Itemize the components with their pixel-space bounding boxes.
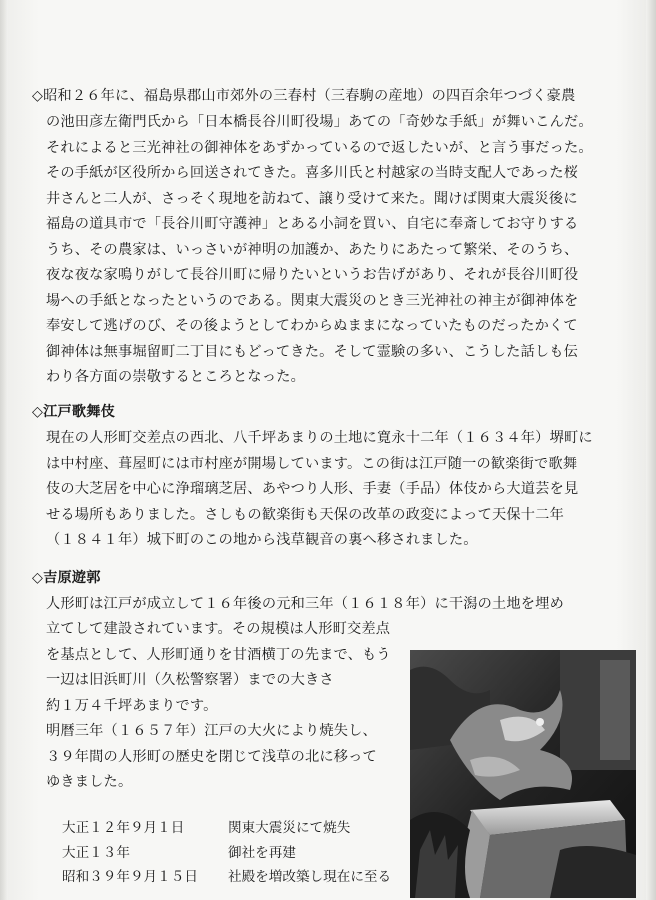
history-event: 社殿を増改築し現在に至る — [228, 869, 392, 885]
section2-line: 伎の大芝居を中心に浄瑠璃芝居、あやつり人形、手妻（手品）体伎から大道芸を見 — [46, 481, 579, 497]
section3-line: ゆきました。 — [46, 774, 133, 790]
section1-line: 場への手紙となったというのである。関東大震災のとき三光神社の神主が御神体を — [46, 293, 579, 309]
section3-line: 立てして建設されています。その規模は人形町交差点 — [46, 621, 391, 637]
section2-line: せる場所もありました。さしもの歓楽街も天保の改革の政変によって天保十二年 — [46, 507, 564, 523]
section3-line: 明暦三年（１６５７年）江戸の大火により焼失し、 — [46, 723, 377, 739]
section1-line: うち、その農家は、いっさいが神明の加護か、あたりにあたって繁栄、そのうち、 — [46, 242, 579, 258]
shrine-photo — [410, 650, 636, 898]
section1-line: ◇昭和２６年に、福島県郡山市郊外の三春村（三春駒の産地）の四百余年つづく豪農 — [32, 88, 576, 104]
history-date: 大正１２年９月１日 — [62, 820, 185, 836]
section1-line: わり各方面の崇敬するところとなった。 — [46, 369, 305, 385]
section3-line: を基点として、人形町通りを甘酒横丁の先まで、もう — [46, 647, 391, 663]
section1-line: 御神体は無事堀留町二丁目にもどってきた。そして霊験の多い、こうした話しも伝 — [46, 344, 579, 360]
history-date: 大正１３年 — [62, 845, 130, 861]
section1-line: 夜な夜な家鳴りがして長谷川町に帰りたいというお告げがあり、それが長谷川町役 — [46, 267, 579, 283]
section1-line: 井さんと二人が、さっそく現地を訪ねて、譲り受けて来た。聞けば関東大震災後に — [46, 191, 578, 207]
section2-line: 現在の人形町交差点の西北、八千坪あまりの土地に寛永十二年（１６３４年）堺町に — [46, 430, 593, 446]
section2-line: （１８４１年）城下町のこの地から浅草観音の裏へ移されました。 — [46, 532, 478, 548]
section2-line: は中村座、葺屋町には市村座が開場しています。この街は江戸随一の歓楽街で歌舞 — [46, 456, 578, 472]
section3-line: 約１万４千坪あまりです。 — [46, 698, 218, 714]
section1-line: の池田彦左衛門氏から「日本橋長谷川町役場」あての「奇妙な手紙」が舞いこんだ。 — [46, 114, 593, 130]
section3-line: ３９年間の人形町の歴史を閉じて浅草の北に移って — [46, 749, 377, 765]
history-event: 御社を再建 — [228, 845, 296, 861]
section1-line: 奉安して逃げのび、その後ようとしてわからぬままになっていたものだったかくて — [46, 318, 578, 334]
section1-line: それによると三光神社の御神体をあずかっているので返したいが、と言う事だった。 — [46, 140, 593, 156]
page-edge-left — [0, 0, 8, 900]
history-event: 関東大震災にて焼失 — [228, 820, 351, 836]
page-edge-right — [646, 0, 656, 900]
section-heading-kabuki: ◇江戸歌舞伎 — [32, 404, 116, 420]
history-date: 昭和３９年９月１５日 — [62, 869, 198, 885]
section1-line: その手紙が区役所から回送されてきた。喜多川氏と村越家の当時支配人であった桜 — [46, 165, 579, 181]
section1-line: 福島の道具市で「長谷川町守護神」とある小詞を買い、自宅に奉斎してお守りする — [46, 216, 579, 232]
section-heading-yoshiwara: ◇吉原遊郭 — [32, 570, 101, 586]
section3-line: 人形町は江戸が成立して１６年後の元和三年（１６１８年）に干潟の土地を埋め — [46, 596, 564, 612]
section3-line: 一辺は旧浜町川（久松警察署）までの大きさ — [46, 672, 334, 688]
